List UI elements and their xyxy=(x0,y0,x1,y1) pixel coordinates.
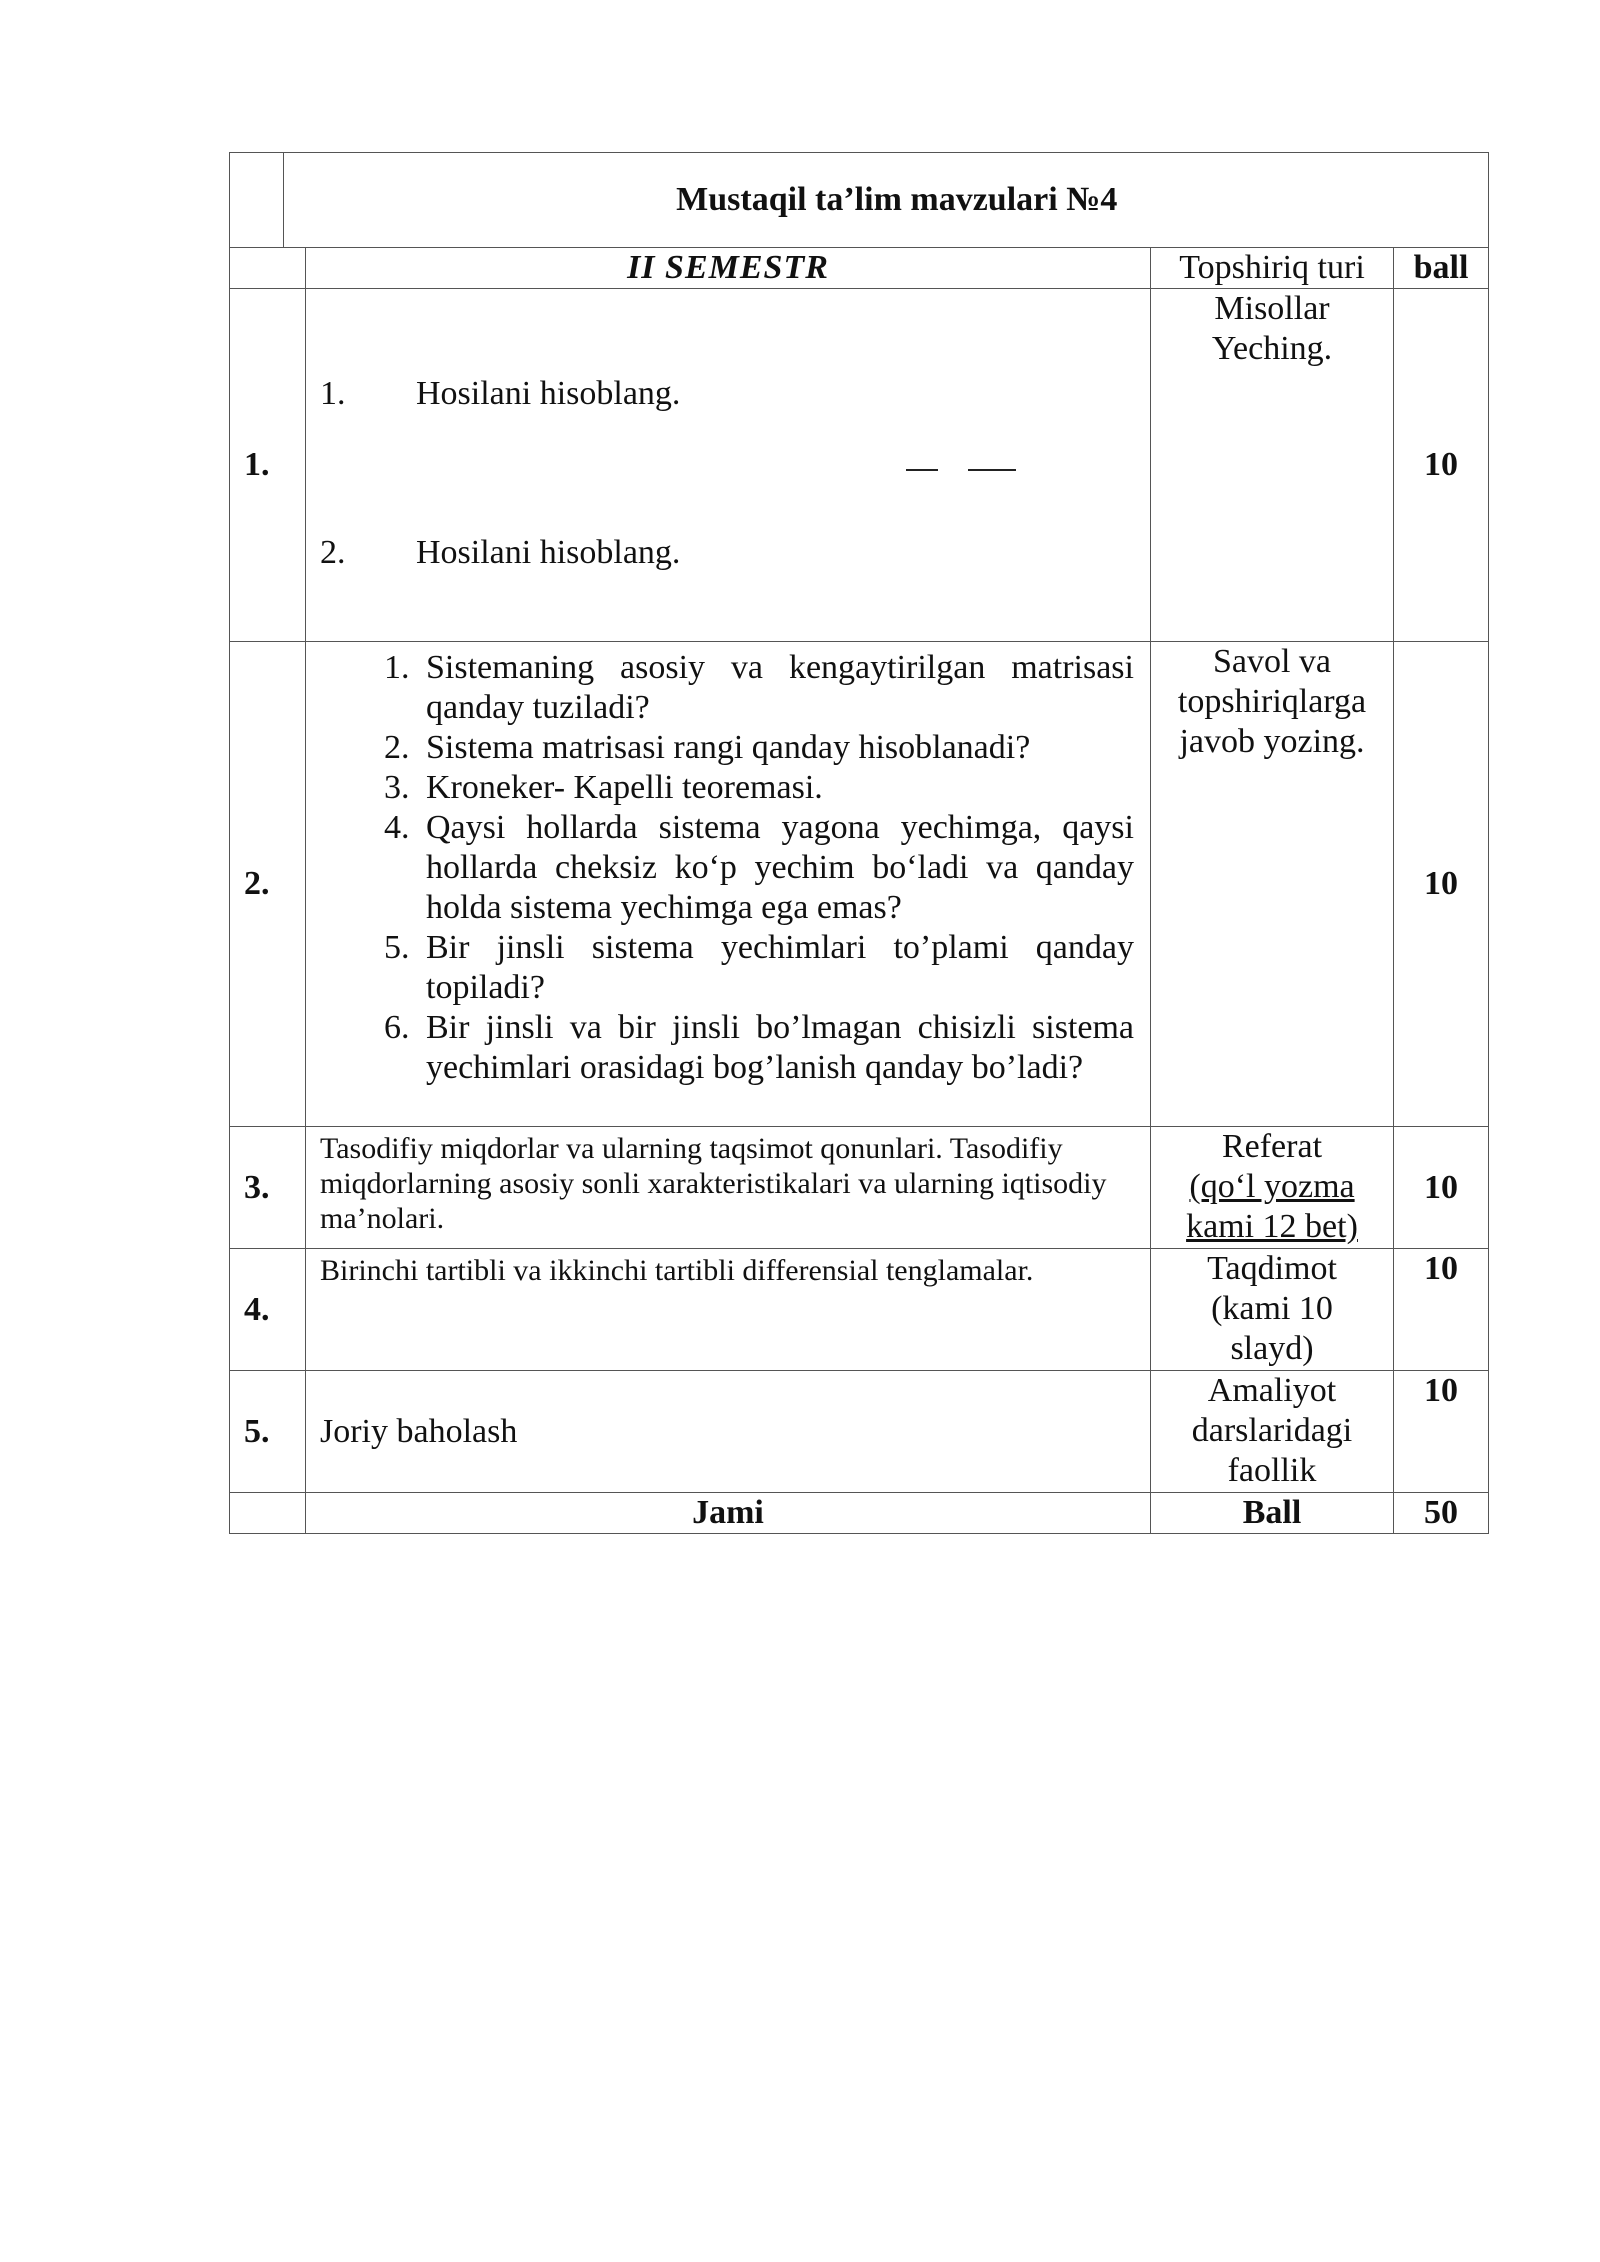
ball-header: ball xyxy=(1394,248,1489,289)
row-content xyxy=(306,289,1151,642)
task-type xyxy=(1151,642,1394,1127)
task-text: Hosilani hisoblang. xyxy=(416,375,681,412)
formula-fraction-bars xyxy=(906,469,1036,479)
total-ball: 50 xyxy=(1394,1493,1489,1534)
total-label: Jami xyxy=(306,1493,1151,1534)
question-item: 4. Qaysi hollarda sistema yagona yechimga, qaysi hollarda cheksiz ko‘p yechim bo‘ladi va qanday holda sistema yechimga ega emas? xyxy=(418,808,1134,928)
total-type: Ball xyxy=(1151,1493,1394,1534)
derivative-task-2 xyxy=(320,533,680,573)
row-content xyxy=(306,1127,1151,1249)
type-line: Taqdimot xyxy=(1207,1250,1337,1287)
type-line: (qo‘l yozma xyxy=(1189,1168,1355,1205)
row-content xyxy=(306,1249,1151,1371)
type-line: Amaliyot xyxy=(1207,1372,1337,1409)
derivative-task-1 xyxy=(320,374,680,414)
table-row xyxy=(230,642,1489,1127)
type-line: faollik xyxy=(1227,1452,1317,1489)
topic-text: Tasodifiy miqdorlar va ularning taqsimot qonunlari. Tasodifiy miqdorlarning asosiy sonli xarakteristikalari va ularning iqtisodiy ma’nolari. xyxy=(320,1132,1107,1235)
title-divider xyxy=(283,152,284,248)
question-list xyxy=(306,648,1134,1088)
question-item: 1. Sistemaning asosiy va kengaytirilgan matrisasi qanday tuziladi? xyxy=(418,648,1134,728)
task-number: 2. xyxy=(320,534,346,571)
table-row xyxy=(230,289,1489,642)
row-number: 1. xyxy=(230,289,306,642)
topic-text: Birinchi tartibli va ikkinchi tartibli differensial tenglamalar. xyxy=(320,1254,1034,1287)
type-line: javob yozing. xyxy=(1179,723,1365,760)
assignments-table xyxy=(229,152,1489,1534)
task-number: 1. xyxy=(320,375,346,412)
row-number: 3. xyxy=(230,1127,306,1249)
task-type xyxy=(1151,1249,1394,1371)
row-number: 4. xyxy=(230,1249,306,1371)
row-content: Joriy baholash xyxy=(306,1371,1151,1493)
question-item: 2. Sistema matrisasi rangi qanday hisoblanadi? xyxy=(418,728,1134,768)
question-item: 5. Bir jinsli sistema yechimlari to’plami qanday topiladi? xyxy=(418,928,1134,1008)
semester-label: II SEMESTR xyxy=(306,248,1151,289)
question-item: 6. Bir jinsli va bir jinsli bo’lmagan chisizli sistema yechimlari orasidagi bog’lanish qanday bo’ladi? xyxy=(418,1008,1134,1088)
question-item: 3. Kroneker- Kapelli teoremasi. xyxy=(418,768,1134,808)
title-left-cell xyxy=(230,153,306,248)
task-type xyxy=(1151,289,1394,642)
row-number: 2. xyxy=(230,642,306,1127)
table-title: Mustaqil ta’lim mavzulari №4 xyxy=(306,153,1489,248)
type-line: kami 12 bet) xyxy=(1186,1208,1358,1245)
total-num-cell xyxy=(230,1493,306,1534)
type-line: topshiriqlarga xyxy=(1177,683,1367,720)
total-row xyxy=(230,1493,1489,1534)
type-line: Referat xyxy=(1221,1128,1323,1165)
header-row xyxy=(230,248,1489,289)
title-row xyxy=(230,153,1489,248)
table-row xyxy=(230,1249,1489,1371)
type-line: (kami 10 xyxy=(1211,1290,1333,1327)
row-ball: 10 xyxy=(1394,1127,1489,1249)
type-line: Misollar xyxy=(1214,290,1330,327)
row-number: 5. xyxy=(230,1371,306,1493)
type-header: Topshiriq turi xyxy=(1151,248,1394,289)
table-row xyxy=(230,1371,1489,1493)
type-line: slayd) xyxy=(1230,1330,1314,1367)
task-type xyxy=(1151,1127,1394,1249)
row-ball: 10 xyxy=(1394,289,1489,642)
task-text: Hosilani hisoblang. xyxy=(416,534,681,571)
row-ball: 10 xyxy=(1394,1371,1489,1493)
type-line: darslaridagi xyxy=(1191,1412,1353,1449)
type-line: Savol va xyxy=(1212,643,1332,680)
row-ball: 10 xyxy=(1394,1249,1489,1371)
row-ball: 10 xyxy=(1394,642,1489,1127)
row-content xyxy=(306,642,1151,1127)
table-row xyxy=(230,1127,1489,1249)
task-type xyxy=(1151,1371,1394,1493)
type-line: Yeching. xyxy=(1211,330,1333,367)
header-num-cell xyxy=(230,248,306,289)
